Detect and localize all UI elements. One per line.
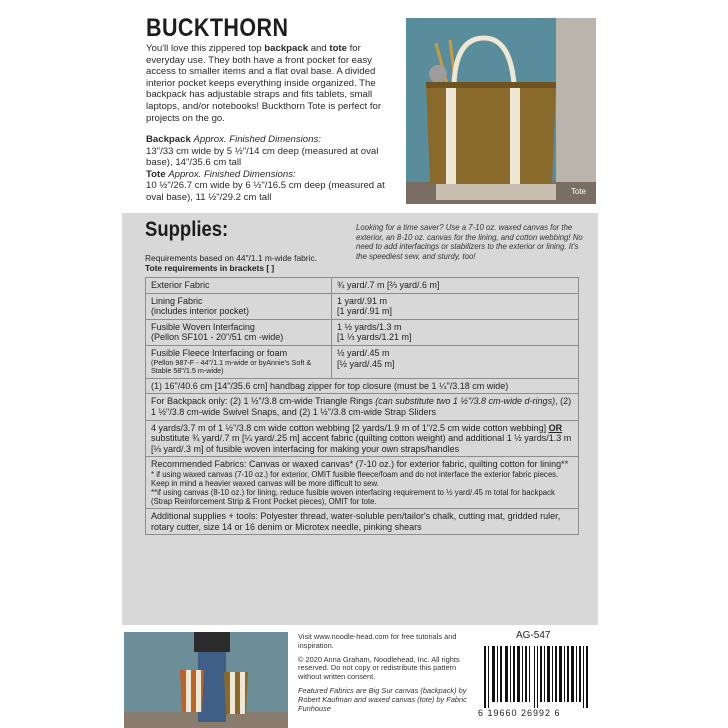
intro-paragraph <box>146 43 398 124</box>
backpack-label: Backpack <box>146 134 191 145</box>
hardware-text-2: , (2) 1 ½"/3.8 cm-wide Swivel Snaps, and (2) 1 ½"/3.8 cm-wide Strap Sliders <box>151 396 572 417</box>
webbing-or: OR <box>548 422 563 433</box>
table-row <box>146 508 579 534</box>
additional-supplies-cell: Additional supplies + tools: Polyester thread, water-soluble pen/tailor's chalk, cutting mat, gridded ruler, rotary cutter, size 14 or 16 denim or Microtex needle, pinking shears <box>146 508 579 534</box>
supply-name: Fusible Woven Interfacing <box>151 321 255 332</box>
intro-text-3: for everyday use. They both have a front pocket for easy access to smaller items and a flat oval base. A divided interior pocket keeps everything inside organized. The backpack has adjustable straps and fits tablets, small laptops, and/or notebooks! Buckthorn Tote is perfect for projects on the go. <box>146 43 382 124</box>
table-row <box>146 378 579 394</box>
tote-label: Tote <box>146 168 166 180</box>
intro-bold-tote: tote <box>329 43 347 54</box>
recommended-cell <box>146 457 579 509</box>
intro-text-2: and <box>308 43 330 54</box>
barcode-number: 6 19660 26992 6 <box>478 708 561 718</box>
supply-name: Lining Fabric <box>151 295 203 306</box>
supply-detail: (Pellon SF101 - 20"/51 cm -wide) <box>151 332 284 343</box>
supply-name: Fusible Fleece Interfacing or foam <box>151 347 288 358</box>
table-row <box>146 457 579 509</box>
webbing-text: 4 yards/3.7 m of 1 ½"/3.8 cm wide cotton webbing [2 yards/1.9 m of 1"/2.5 cm wide cotton webbing] <box>151 422 549 433</box>
tote-brackets-line: Tote requirements in brackets [ ] <box>145 263 275 274</box>
hardware-substitute: (can substitute two 1 ½"/3.8 cm-wide d-rings) <box>375 396 556 407</box>
webbing-cell <box>146 420 579 457</box>
copyright-note: © 2020 Anna Graham, Noodlehead, Inc. All rights reserved. Do not copy or redistribute this pattern without written consent. <box>298 654 460 682</box>
supply-amount: 1 yard/.91 m [1 yard/.91 m] <box>332 293 579 319</box>
hardware-text: For Backpack only: (2) 1 ½"/3.8 cm-wide Triangle Rings <box>151 396 376 407</box>
supply-name: Exterior Fabric <box>151 280 210 290</box>
supplies-table <box>145 277 579 535</box>
waxed-canvas-note: * if using waxed canvas (7-10 oz.) for exterior, OMIT fusible fleece/foam and do not interface the exterior fabric pieces. Keep in mind a heavier waxed canvas will be more difficult to sew. <box>151 469 559 488</box>
recommended-fabrics: Recommended Fabrics: Canvas or waxed canvas* (7-10 oz.) for exterior fabric, quilting cotton for lining** <box>151 459 569 470</box>
time-saver-note: Looking for a time saver? Use a 7-10 oz. waxed canvas for the exterior, an 8-10 oz. canvas for the lining, and cotton webbing! No need to add interfacings or stabilizers to the exterior or lining. It's the speediest sew, and sturdy, too! <box>356 223 583 261</box>
intro-text-1: You'll love this zippered top <box>146 43 262 54</box>
footer-text <box>298 633 470 718</box>
table-row <box>146 394 579 420</box>
table-row <box>146 319 579 345</box>
supply-detail: (Pellon 987-F - 44"/1.1 m-wide or byAnnie's Soft & Stable 58"/1.5 m-wide) <box>151 357 312 376</box>
table-row <box>146 345 579 378</box>
table-row <box>146 278 579 294</box>
supply-amount: ¾ yard/.7 m [⅔ yard/.6 m] <box>332 278 579 294</box>
backpack-approx: Approx. Finished Dimensions: <box>193 134 321 145</box>
supply-detail: (includes interior pocket) <box>151 306 250 317</box>
backpack-dimensions: 13"/33 cm wide by 5 ½"/14 cm deep (measured at oval base), 14"/35.6 cm tall <box>146 145 379 169</box>
requirements-note <box>145 253 365 274</box>
table-row <box>146 420 579 457</box>
supply-amount: ½ yard/.45 m [½ yard/.45 m] <box>332 345 579 378</box>
featured-fabrics-note: Featured Fabrics are Big Sur canvas (backpack) by Robert Kaufman and waxed canvas (tote) by Fabric Funhouse <box>298 685 467 713</box>
table-row <box>146 293 579 319</box>
tote-caption: Tote <box>570 187 586 196</box>
tote-photo <box>406 18 596 204</box>
supply-label <box>146 278 332 294</box>
footer-photo <box>124 632 288 728</box>
pattern-title: BUCKTHORN <box>146 14 289 42</box>
tote-dimensions: 10 ½"/26.7 cm wide by 6 ½"/16.5 cm deep (measured at oval base), 11 ½"/29.2 cm tall <box>146 180 385 203</box>
supply-label <box>146 345 332 378</box>
supplies-title: Supplies: <box>145 218 229 241</box>
tote-approx: Approx. Finished Dimensions: <box>168 168 296 180</box>
lining-canvas-note: **if using canvas (8-10 oz.) for lining, reduce fusible woven interfacing requirement to ½ yard/.45 m total for backpack (Strap Reinforcement Strip & Front Pocket pieces), OMIT for tote. <box>151 487 555 506</box>
backpack-tote-illustration <box>124 632 288 728</box>
supply-label <box>146 319 332 345</box>
pattern-sku: AG-547 <box>516 630 551 641</box>
intro-bold-backpack: backpack <box>264 43 309 54</box>
website-note: Visit www.noodle-head.com for free tutorials and inspiration. <box>298 632 457 650</box>
tote-illustration <box>406 18 596 204</box>
zipper-cell: (1) 16"/40.6 cm [14"/35.6 cm] handbag zipper for top closure (must be 1 ¼"/3.18 cm wide) <box>146 378 579 394</box>
supply-amount: 1 ½ yards/1.3 m [1 ⅓ yards/1.21 m] <box>332 319 579 345</box>
requirements-line: Requirements based on 44"/1.1 m-wide fabric. <box>145 253 317 263</box>
supply-label <box>146 293 332 319</box>
finished-dimensions <box>146 134 398 204</box>
webbing-text-2: substitute ¾ yard/.7 m [¼ yard/.25 m] accent fabric (quilting cotton weight) and additional 1 ½ yards/1.3 m [⅓ yard/.3 m] of fusible woven interfacing for making your own straps/handles <box>151 433 572 454</box>
barcode-icon <box>482 646 592 708</box>
backpack-hardware-cell <box>146 394 579 420</box>
